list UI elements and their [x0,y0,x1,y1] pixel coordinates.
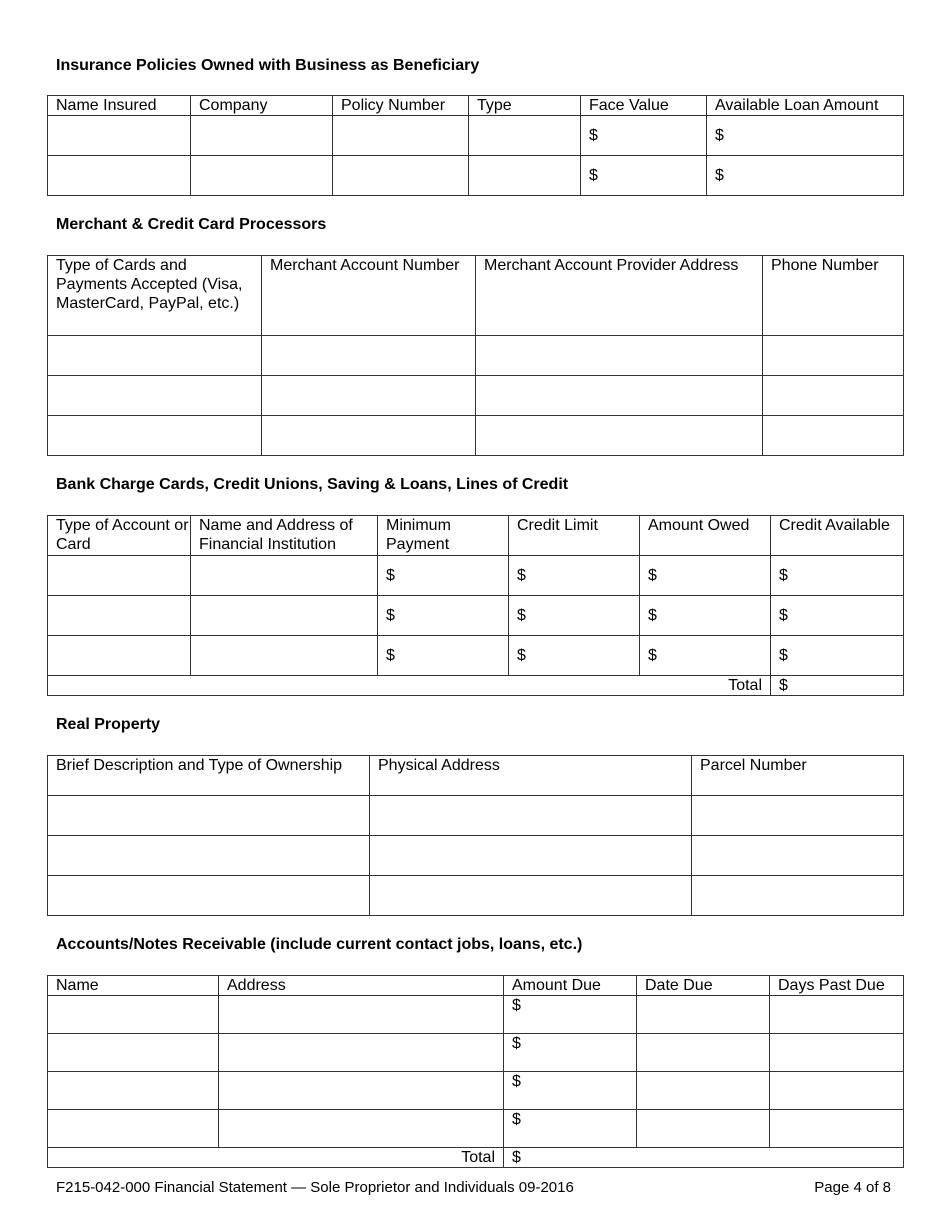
parcel-number-cell[interactable] [692,836,904,876]
col-account-type: Type of Account or Card [48,516,191,556]
address-cell[interactable] [219,996,504,1034]
col-amount-owed: Amount Owed [640,516,771,556]
amount-due-cell[interactable]: $ [504,996,637,1034]
credit-available-cell[interactable]: $ [771,636,904,676]
amount-owed-cell[interactable]: $ [640,636,771,676]
provider-address-cell[interactable] [476,376,763,416]
total-label: Total [48,1148,504,1168]
name-insured-cell[interactable] [48,156,191,196]
physical-address-cell[interactable] [370,796,692,836]
col-institution: Name and Address of Financial Institution [191,516,378,556]
card-types-cell[interactable] [48,336,262,376]
table-row [48,156,904,196]
physical-address-cell[interactable] [370,836,692,876]
col-description: Brief Description and Type of Ownership [48,756,370,796]
address-cell[interactable] [219,1110,504,1148]
total-amount-due-cell[interactable]: $ [504,1148,904,1168]
name-cell[interactable] [48,1034,219,1072]
phone-number-cell[interactable] [763,376,904,416]
table-row [48,116,904,156]
card-types-cell[interactable] [48,416,262,456]
account-number-cell[interactable] [262,336,476,376]
col-credit-limit: Credit Limit [509,516,640,556]
account-type-cell[interactable] [48,636,191,676]
table-row [48,556,904,596]
col-date-due: Date Due [637,976,770,996]
col-policy-number: Policy Number [333,96,469,116]
col-amount-due: Amount Due [504,976,637,996]
amount-due-cell[interactable]: $ [504,1072,637,1110]
merchant-table [47,255,904,456]
col-available-loan-amount: Available Loan Amount [707,96,904,116]
credit-available-cell[interactable]: $ [771,596,904,636]
col-minimum-payment: Minimum Payment [378,516,509,556]
days-past-due-cell[interactable] [770,1110,904,1148]
amount-owed-cell[interactable]: $ [640,556,771,596]
insurance-heading: Insurance Policies Owned with Business as Beneficiary [56,57,480,74]
total-row [48,676,904,696]
bank-heading: Bank Charge Cards, Credit Unions, Saving & Loans, Lines of Credit [56,476,569,493]
table-row [48,416,904,456]
provider-address-cell[interactable] [476,416,763,456]
minimum-payment-cell[interactable]: $ [378,596,509,636]
bank-table [47,515,904,696]
provider-address-cell[interactable] [476,336,763,376]
col-name-insured: Name Insured [48,96,191,116]
days-past-due-cell[interactable] [770,996,904,1034]
table-row [48,796,904,836]
card-types-cell[interactable] [48,376,262,416]
institution-cell[interactable] [191,636,378,676]
name-cell[interactable] [48,1110,219,1148]
policy-number-cell[interactable] [333,156,469,196]
table-row [48,376,904,416]
account-number-cell[interactable] [262,376,476,416]
date-due-cell[interactable] [637,1072,770,1110]
credit-limit-cell[interactable]: $ [509,636,640,676]
institution-cell[interactable] [191,556,378,596]
total-credit-available-cell[interactable]: $ [771,676,904,696]
footer-page-number: Page 4 of 8 [814,1179,891,1196]
table-row [48,1034,904,1072]
phone-number-cell[interactable] [763,416,904,456]
account-type-cell[interactable] [48,556,191,596]
footer-form-id: F215-042-000 Financial Statement — Sole Proprietor and Individuals 09-2016 [56,1179,574,1196]
minimum-payment-cell[interactable]: $ [378,636,509,676]
credit-limit-cell[interactable]: $ [509,556,640,596]
receivables-heading: Accounts/Notes Receivable (include current contact jobs, loans, etc.) [56,936,583,953]
amount-owed-cell[interactable]: $ [640,596,771,636]
company-cell[interactable] [191,116,333,156]
credit-limit-cell[interactable]: $ [509,596,640,636]
account-type-cell[interactable] [48,596,191,636]
days-past-due-cell[interactable] [770,1072,904,1110]
col-provider-address: Merchant Account Provider Address [476,256,763,336]
policy-number-cell[interactable] [333,116,469,156]
company-cell[interactable] [191,156,333,196]
name-cell[interactable] [48,1072,219,1110]
parcel-number-cell[interactable] [692,876,904,916]
date-due-cell[interactable] [637,1034,770,1072]
date-due-cell[interactable] [637,996,770,1034]
description-cell[interactable] [48,876,370,916]
loan-amount-cell[interactable]: $ [707,116,904,156]
total-row [48,1148,904,1168]
credit-available-cell[interactable]: $ [771,556,904,596]
physical-address-cell[interactable] [370,876,692,916]
merchant-heading: Merchant & Credit Card Processors [56,216,327,233]
col-merchant-account-number: Merchant Account Number [262,256,476,336]
description-cell[interactable] [48,836,370,876]
address-cell[interactable] [219,1034,504,1072]
real-property-heading: Real Property [56,716,161,733]
parcel-number-cell[interactable] [692,796,904,836]
table-row [48,336,904,376]
table-row [48,636,904,676]
col-credit-available: Credit Available [771,516,904,556]
phone-number-cell[interactable] [763,336,904,376]
description-cell[interactable] [48,796,370,836]
name-cell[interactable] [48,996,219,1034]
minimum-payment-cell[interactable]: $ [378,556,509,596]
account-number-cell[interactable] [262,416,476,456]
days-past-due-cell[interactable] [770,1034,904,1072]
date-due-cell[interactable] [637,1110,770,1148]
real-property-table [47,755,904,916]
loan-amount-cell[interactable]: $ [707,156,904,196]
name-insured-cell[interactable] [48,116,191,156]
insurance-table [47,95,904,196]
col-face-value: Face Value [581,96,707,116]
col-days-past-due: Days Past Due [770,976,904,996]
col-address: Address [219,976,504,996]
face-value-cell[interactable]: $ [581,156,707,196]
amount-due-cell[interactable]: $ [504,1034,637,1072]
col-type: Type [469,96,581,116]
face-value-cell[interactable]: $ [581,116,707,156]
table-row [48,836,904,876]
col-physical-address: Physical Address [370,756,692,796]
total-label: Total [48,676,771,696]
table-row [48,1072,904,1110]
col-card-types: Type of Cards and Payments Accepted (Visa, MasterCard, PayPal, etc.) [48,256,262,336]
table-row [48,1110,904,1148]
address-cell[interactable] [219,1072,504,1110]
col-name: Name [48,976,219,996]
type-cell[interactable] [469,156,581,196]
col-company: Company [191,96,333,116]
receivables-table [47,975,904,1168]
col-phone-number: Phone Number [763,256,904,336]
table-row [48,596,904,636]
institution-cell[interactable] [191,596,378,636]
type-cell[interactable] [469,116,581,156]
col-parcel-number: Parcel Number [692,756,904,796]
table-row [48,876,904,916]
table-row [48,996,904,1034]
amount-due-cell[interactable]: $ [504,1110,637,1148]
